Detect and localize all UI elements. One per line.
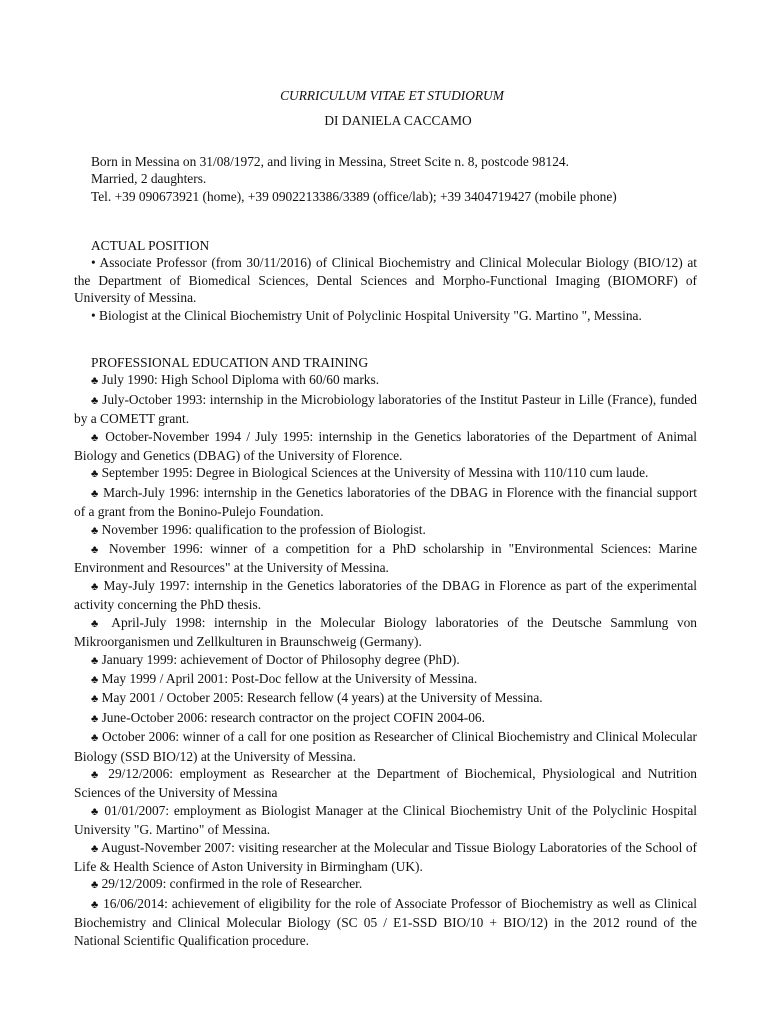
phone-line: Tel. +39 090673921 (home), +39 0902213386/3389 (office/lab); +39 3404719427 (mobile phone) [91, 188, 617, 204]
list-item: ♣ January 1999: achievement of Doctor of Philosophy degree (PhD). [91, 651, 460, 667]
club-bullet-icon: ♣ [91, 524, 99, 537]
club-bullet-icon: ♣ [91, 693, 99, 706]
list-item: ♣ October 2006: winner of a call for one position as Researcher of Clinical Biochemistry and Clinical Molecular Biology (SSD BIO/12) at the University of Messina. [74, 729, 697, 764]
actual-position-heading: ACTUAL POSITION [91, 238, 210, 253]
list-item: ♣ April-July 1998: internship in the Molecular Biology laboratories of the Deutsche Sammlung von Mikroorganismen und Zellkulturen in Braunschweig (Germany). [74, 614, 697, 650]
club-bullet-icon: ♣ [91, 898, 99, 911]
club-bullet-icon: ♣ [91, 468, 99, 481]
list-item: ♣ August-November 2007: visiting researcher at the Molecular and Tissue Biology Laboratories of the School of Life & Health Science of Aston University in Birmingham (UK). [74, 839, 698, 874]
document-title: CURRICULUM VITAE ET STUDIORUM [280, 88, 504, 103]
personal-info [74, 153, 714, 205]
club-bullet-icon: ♣ [91, 580, 100, 593]
list-item: ♣ July-October 1993: internship in the Microbiology laboratories of the Institut Pasteur in Lille (France), funded by a COMETT grant. [74, 391, 697, 427]
education-heading: PROFESSIONAL EDUCATION AND TRAINING [91, 355, 369, 370]
club-bullet-icon: ♣ [91, 394, 99, 407]
list-item: ♣ May-July 1997: internship in the Genetics laboratories of the DBAG in Florence as part of the experimental activity concerning the PhD thesis. [74, 577, 697, 613]
list-item: ♣ March-July 1996: internship in the Genetics laboratories of the DBAG in Florence with the financial support of a grant from the Bonino-Pulejo Foundation. [74, 484, 698, 520]
actual-position-section [74, 237, 697, 324]
list-item: ♣ 29/12/2006: employment as Researcher at the Department of Biochemical, Physiological and Nutrition Sciences of the University of Messina [74, 765, 697, 801]
club-bullet-icon: ♣ [91, 544, 102, 557]
actual-position-list [74, 254, 697, 324]
education-list [74, 371, 697, 949]
list-item: ♣ 16/06/2014: achievement of eligibility for the role of Associate Professor of Biochemistry as well as Clinical Biochemistry and Clinical Molecular Biology (SC 05 / E1-SSD BIO/10 + BIO/12) in the 2012 round of the National Scientific Qualification procedure. [74, 895, 698, 948]
list-item: ♣ September 1995: Degree in Biological Sciences at the University of Messina with 110/110 cum laude. [91, 465, 649, 481]
club-bullet-icon: ♣ [91, 712, 99, 725]
list-item: ♣ November 1996: winner of a competition for a PhD scholarship in "Environmental Sciences: Marine Environment and Resources" at the University of Messina. [74, 541, 698, 576]
club-bullet-icon: ♣ [91, 617, 104, 630]
list-item: ♣ June-October 2006: research contractor on the project COFIN 2004-06. [91, 709, 485, 725]
club-bullet-icon: ♣ [91, 487, 99, 500]
education-section [74, 354, 697, 949]
list-item: ♣ October-November 1994 / July 1995: internship in the Genetics laboratories of the Department of Animal Biology and Genetics (DBAG) of the University of Florence. [74, 428, 698, 464]
list-item: ♣ May 1999 / April 2001: Post-Doc fellow at the University of Messina. [91, 670, 478, 686]
list-item: ♣ July 1990: High School Diploma with 60/60 marks. [91, 372, 380, 388]
club-bullet-icon: ♣ [91, 732, 99, 745]
club-bullet-icon: ♣ [91, 431, 101, 444]
club-bullet-icon: ♣ [91, 842, 99, 855]
list-item: ♣ 29/12/2009: confirmed in the role of Researcher. [91, 876, 363, 892]
list-item: ♣ May 2001 / October 2005: Research fellow (4 years) at the University of Messina. [91, 690, 543, 706]
club-bullet-icon: ♣ [91, 805, 100, 818]
position-item: • Biologist at the Clinical Biochemistry Unit of Polyclinic Hospital University "G. Martino ", Messina. [91, 307, 642, 323]
club-bullet-icon: ♣ [91, 375, 99, 388]
position-item: • Associate Professor (from 30/11/2016) of Clinical Biochemistry and Clinical Molecular Biology (BIO/12) at the Department of Biomedical Sciences, Dental Sciences and Morpho-Functional Imaging (BIOMORF) of University of Messina. [74, 255, 697, 306]
birth-address-line: Born in Messina on 31/08/1972, and living in Messina, Street Scite n. 8, postcode 98124. [91, 154, 569, 169]
club-bullet-icon: ♣ [91, 673, 99, 686]
club-bullet-icon: ♣ [91, 654, 99, 667]
family-line: Married, 2 daughters. [91, 171, 207, 187]
club-bullet-icon: ♣ [91, 768, 102, 781]
list-item: ♣ 01/01/2007: employment as Biologist Manager at the Clinical Biochemistry Unit of the Polyclinic Hospital University "G. Martino" of Messina. [74, 802, 697, 838]
list-item: ♣ November 1996: qualification to the profession of Biologist. [91, 521, 426, 537]
document-subtitle: DI DANIELA CACCAMO [324, 113, 472, 128]
club-bullet-icon: ♣ [91, 879, 99, 892]
